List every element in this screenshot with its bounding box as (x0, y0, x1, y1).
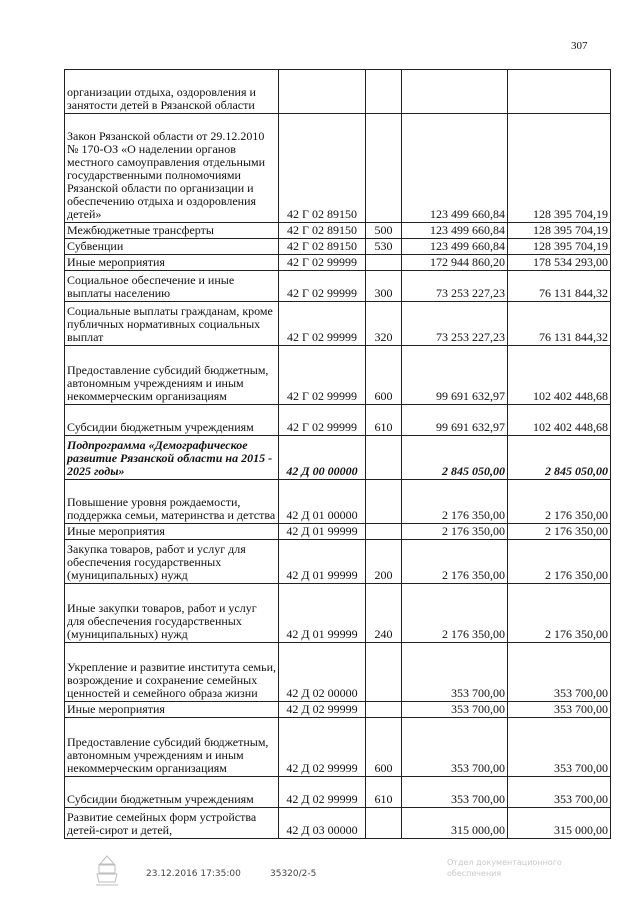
row-value-2: 2 176 350,00 (508, 584, 611, 643)
row-value-1: 353 700,00 (402, 777, 508, 808)
row-type: 500 (366, 223, 402, 239)
row-value-1: 123 499 660,84 (402, 223, 508, 239)
row-value-1: 99 691 632,97 (402, 346, 508, 405)
table-row (65, 540, 611, 584)
row-name: Предоставление субсидий бюджетным, автономным учреждениям и иным некоммерческим организациям (65, 346, 279, 405)
emblem-icon (94, 854, 120, 893)
row-name: организации отдыха, оздоровления и занятости детей в Рязанской области (65, 70, 279, 114)
row-value-2: 2 176 350,00 (508, 540, 611, 584)
budget-table (64, 69, 611, 839)
row-type: 240 (366, 584, 402, 643)
row-type: 610 (366, 405, 402, 436)
row-code: 42 Д 03 00000 (279, 808, 366, 839)
row-code (279, 70, 366, 114)
row-value-2: 2 176 350,00 (508, 524, 611, 540)
row-type (366, 643, 402, 702)
row-code: 42 Г 02 89150 (279, 223, 366, 239)
row-value-1: 353 700,00 (402, 702, 508, 718)
row-code: 42 Д 02 99999 (279, 702, 366, 718)
row-code: 42 Д 01 99999 (279, 524, 366, 540)
row-type: 610 (366, 777, 402, 808)
table-row (65, 777, 611, 808)
table-row (65, 702, 611, 718)
row-name: Социальные выплаты гражданам, кроме публичных нормативных социальных выплат (65, 302, 279, 346)
row-code: 42 Д 02 99999 (279, 718, 366, 777)
row-value-2: 353 700,00 (508, 643, 611, 702)
row-value-2: 128 395 704,19 (508, 223, 611, 239)
row-value-1: 2 176 350,00 (402, 540, 508, 584)
row-value-2: 128 395 704,19 (508, 114, 611, 223)
row-value-2: 102 402 448,68 (508, 346, 611, 405)
row-code: 42 Г 02 99999 (279, 346, 366, 405)
row-value-1: 2 845 050,00 (402, 436, 508, 480)
row-code: 42 Г 02 99999 (279, 405, 366, 436)
row-value-2: 128 395 704,19 (508, 239, 611, 255)
table-row (65, 255, 611, 271)
row-name: Подпрограмма «Демографическое развитие Рязанской области на 2015 - 2025 годы» (65, 436, 279, 480)
row-name: Межбюджетные трансферты (65, 223, 279, 239)
row-value-1: 315 000,00 (402, 808, 508, 839)
row-code: 42 Г 02 89150 (279, 114, 366, 223)
row-name: Субвенции (65, 239, 279, 255)
row-name: Иные закупки товаров, работ и услуг для обеспечения государственных (муниципальных) нужд (65, 584, 279, 643)
row-name: Повышение уровня рождаемости, поддержка семьи, материнства и детства (65, 480, 279, 524)
table-row (65, 584, 611, 643)
table-row (65, 271, 611, 302)
table-row (65, 405, 611, 436)
row-value-1: 172 944 860,20 (402, 255, 508, 271)
row-code: 42 Д 01 00000 (279, 480, 366, 524)
row-code: 42 Д 02 00000 (279, 643, 366, 702)
row-value-2: 76 131 844,32 (508, 302, 611, 346)
row-value-2: 2 176 350,00 (508, 480, 611, 524)
row-value-2: 353 700,00 (508, 718, 611, 777)
budget-table-body (65, 70, 611, 839)
row-code: 42 Г 02 99999 (279, 255, 366, 271)
row-code: 42 Г 02 99999 (279, 271, 366, 302)
row-type (366, 808, 402, 839)
row-type (366, 114, 402, 223)
row-type (366, 255, 402, 271)
table-row (65, 114, 611, 223)
row-code: 42 Г 02 99999 (279, 302, 366, 346)
row-type: 300 (366, 271, 402, 302)
row-value-2: 353 700,00 (508, 702, 611, 718)
table-row (65, 524, 611, 540)
department-stamp: Отдел документационного обеспечения (447, 858, 562, 878)
row-value-1 (402, 70, 508, 114)
row-value-2: 76 131 844,32 (508, 271, 611, 302)
row-value-2: 178 534 293,00 (508, 255, 611, 271)
row-code: 42 Д 01 99999 (279, 540, 366, 584)
row-name: Закупка товаров, работ и услуг для обеспечения государственных (муниципальных) нужд (65, 540, 279, 584)
row-name: Иные мероприятия (65, 255, 279, 271)
row-code: 42 Д 00 00000 (279, 436, 366, 480)
row-type (366, 480, 402, 524)
row-value-1: 353 700,00 (402, 718, 508, 777)
footer-doc-id: 35320/2-5 (270, 869, 317, 879)
row-code: 42 Д 02 99999 (279, 777, 366, 808)
row-value-1: 353 700,00 (402, 643, 508, 702)
row-value-2 (508, 70, 611, 114)
row-type (366, 702, 402, 718)
row-name: Закон Рязанской области от 29.12.2010 № 170-ОЗ «О наделении органов местного самоуправления отдельными государственными полномочиями Рязанской области по организации и обеспечению отдыха и оздоровления детей» (65, 114, 279, 223)
row-type: 600 (366, 718, 402, 777)
table-row (65, 223, 611, 239)
row-type: 530 (366, 239, 402, 255)
row-value-2: 102 402 448,68 (508, 405, 611, 436)
row-value-1: 123 499 660,84 (402, 114, 508, 223)
table-row (65, 302, 611, 346)
row-type: 200 (366, 540, 402, 584)
row-name: Предоставление субсидий бюджетным, автономным учреждениям и иным некоммерческим организациям (65, 718, 279, 777)
table-row (65, 808, 611, 839)
page-number: 307 (571, 40, 588, 52)
row-value-1: 123 499 660,84 (402, 239, 508, 255)
table-row (65, 70, 611, 114)
footer-datetime: 23.12.2016 17:35:00 (146, 869, 241, 879)
row-value-1: 73 253 227,23 (402, 302, 508, 346)
row-name: Укрепление и развитие института семьи, возрождение и сохранение семейных ценностей и семейного образа жизни (65, 643, 279, 702)
row-name: Развитие семейных форм устройства детей-сирот и детей, (65, 808, 279, 839)
row-type: 600 (366, 346, 402, 405)
table-row (65, 239, 611, 255)
row-name: Субсидии бюджетным учреждениям (65, 405, 279, 436)
row-code: 42 Г 02 89150 (279, 239, 366, 255)
row-value-2: 2 845 050,00 (508, 436, 611, 480)
row-code: 42 Д 01 99999 (279, 584, 366, 643)
row-name: Иные мероприятия (65, 702, 279, 718)
row-type (366, 70, 402, 114)
row-value-2: 315 000,00 (508, 808, 611, 839)
row-value-1: 2 176 350,00 (402, 584, 508, 643)
row-name: Социальное обеспечение и иные выплаты населению (65, 271, 279, 302)
table-row (65, 480, 611, 524)
row-value-1: 99 691 632,97 (402, 405, 508, 436)
table-row-subprogram (65, 436, 611, 480)
row-value-1: 2 176 350,00 (402, 524, 508, 540)
row-name: Субсидии бюджетным учреждениям (65, 777, 279, 808)
row-name: Иные мероприятия (65, 524, 279, 540)
row-type (366, 524, 402, 540)
table-row (65, 346, 611, 405)
table-row (65, 643, 611, 702)
row-type (366, 436, 402, 480)
table-row (65, 718, 611, 777)
row-value-1: 2 176 350,00 (402, 480, 508, 524)
row-value-1: 73 253 227,23 (402, 271, 508, 302)
row-type: 320 (366, 302, 402, 346)
row-value-2: 353 700,00 (508, 777, 611, 808)
